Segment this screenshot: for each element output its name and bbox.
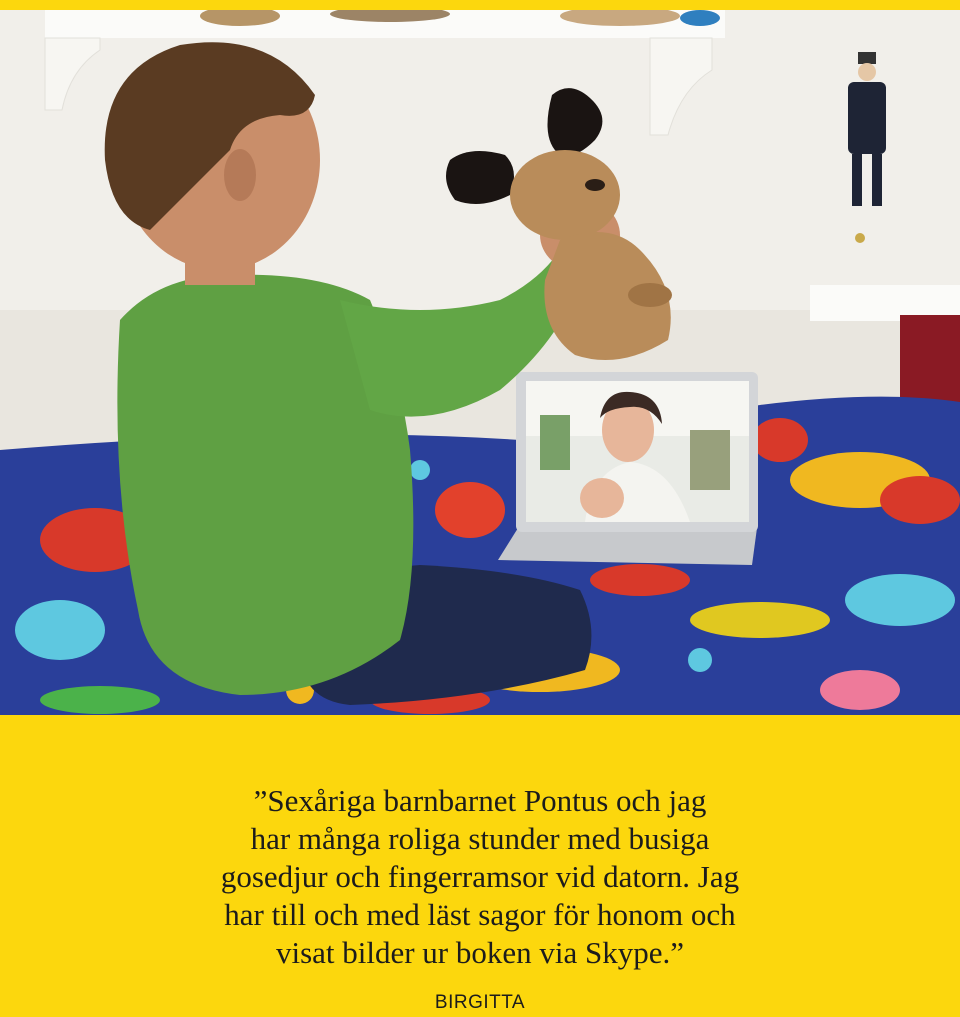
quote-line: har många roliga stunder med busiga [250,821,710,856]
top-yellow-strip [0,0,960,10]
quote-attribution: BIRGITTA [434,992,526,1013]
quote-line: visat bilder ur boken via Skype.” [275,935,685,970]
quote-line: ”Sexåriga barnbarnet Pontus och jag [253,783,707,818]
quote-line: gosedjur och fingerramsor vid datorn. Jag [220,859,740,894]
boy-ear [224,149,256,201]
photo [0,10,960,715]
desk-side [900,315,960,410]
shelf-toy [680,10,720,26]
photo-illustration [0,10,960,715]
quote [0,782,960,972]
laptop [498,372,758,565]
quote-line: har till och med läst sagor för honom och [224,897,736,932]
